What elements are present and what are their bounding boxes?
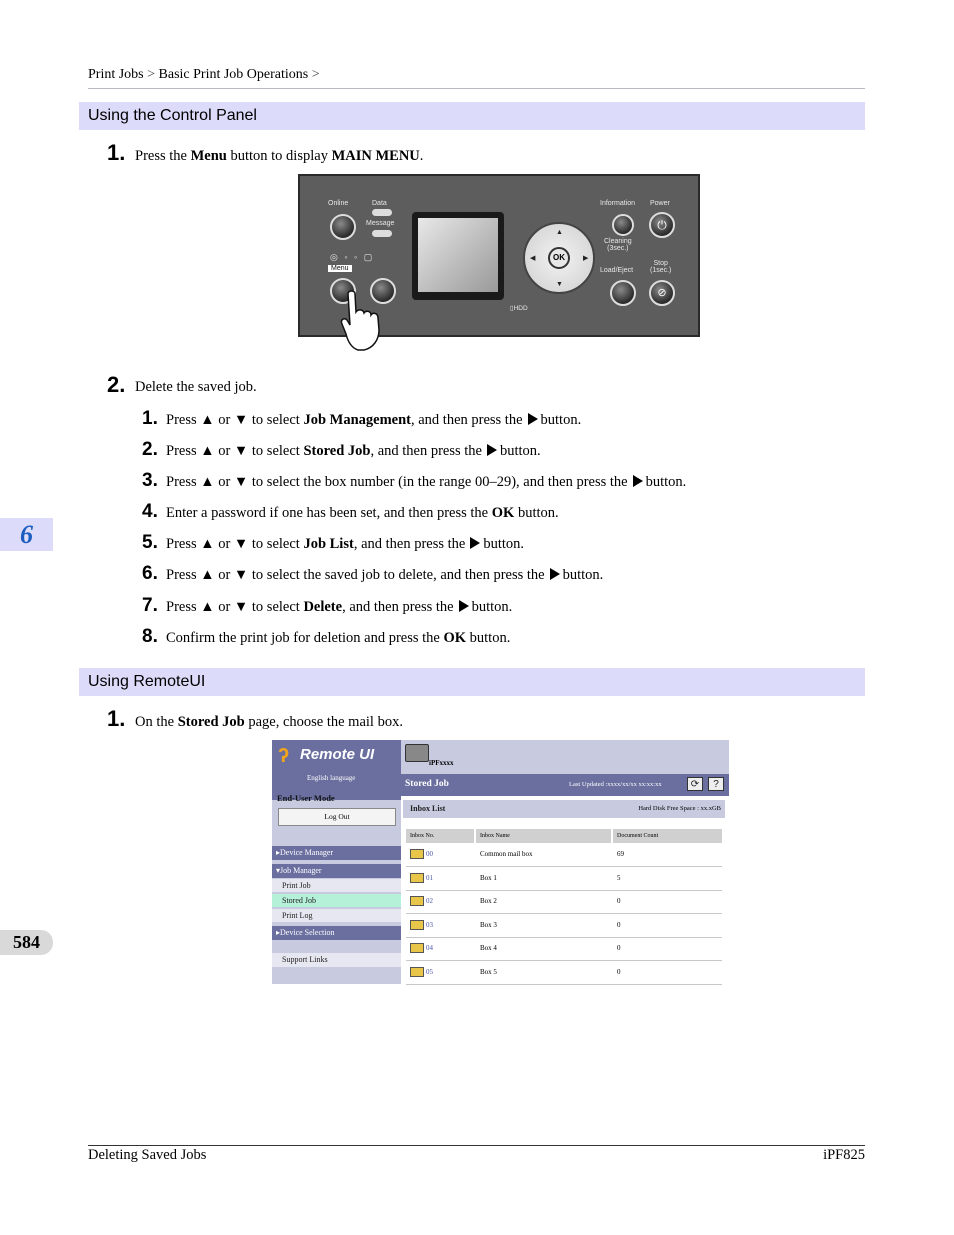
help-icon[interactable]: ? (708, 777, 724, 791)
nav-print-job[interactable]: Print Job (272, 879, 401, 893)
inbox-no-cell[interactable] (406, 890, 474, 913)
right-arrow-icon (487, 444, 497, 456)
power-icon: ⏻ (649, 212, 675, 238)
step-text-part: button to display (226, 148, 332, 164)
breadcrumb-separator: > (311, 67, 320, 82)
nav-print-log[interactable]: Print Log (272, 909, 401, 923)
left-arrow-icon: ◀ (530, 254, 536, 262)
right-arrow-icon (459, 600, 469, 612)
message-lamp (372, 230, 392, 237)
load-eject-label: Load/Eject (600, 267, 634, 274)
navigation-pad (523, 222, 595, 294)
right-arrow-icon (528, 413, 538, 425)
section-heading-control-panel: Using the Control Panel (79, 102, 865, 130)
substep-number: 8. (142, 626, 158, 647)
table-row[interactable] (272, 843, 729, 866)
nav-device-manager-label: Device Manager (280, 848, 334, 857)
refresh-icon[interactable]: ⟳ (687, 777, 703, 791)
right-arrow-icon: ▶ (583, 254, 589, 262)
inbox-list-header (403, 800, 725, 818)
substep-text-part: OK (443, 630, 467, 646)
online-button (330, 214, 356, 240)
footer-rule (88, 1145, 865, 1146)
substep-number: 4. (142, 501, 158, 522)
substep-text (166, 443, 541, 460)
power-label: Power (650, 200, 670, 207)
cleaning-time: (3sec.) (607, 245, 629, 252)
substep-text-part: Delete (303, 599, 343, 615)
inbox-name-cell: Box 4 (480, 944, 497, 952)
substep-text-part: button. (514, 505, 559, 521)
stop-icon: ⊘ (649, 280, 675, 306)
inbox-name-cell: Box 2 (480, 897, 497, 905)
stop-label (650, 260, 671, 274)
data-lamp (372, 209, 392, 216)
log-out-button[interactable]: Log Out (278, 808, 396, 826)
ok-button: OK (548, 247, 570, 269)
substep-text (166, 536, 524, 553)
document-count-cell: 0 (617, 897, 621, 905)
right-arrow-icon (550, 568, 560, 580)
substep-text-part: Press ▲ or ▼ to select the saved job to delete, and then press the (166, 567, 545, 583)
substep-text-part: OK (491, 505, 515, 521)
substep-text (166, 412, 581, 429)
substep-text-part: button. (645, 474, 687, 490)
footer-section-title: Deleting Saved Jobs (88, 1147, 207, 1163)
menu-keyword: Menu (190, 148, 227, 164)
data-label: Data (372, 200, 387, 207)
section-heading-remote-ui: Using RemoteUI (79, 668, 865, 696)
user-mode-label: End-User Mode (277, 793, 335, 803)
substep-text-part: Job List (303, 536, 354, 552)
display-screen (412, 212, 504, 300)
page-title-bar (401, 774, 729, 796)
stop-text: Stop (653, 260, 668, 267)
substep-text-part: Job Management (303, 412, 411, 428)
step-text-part: On the (135, 714, 178, 730)
printer-header (401, 740, 729, 774)
main-menu-keyword: MAIN MENU (331, 148, 420, 164)
inbox-name-cell: Common mail box (480, 850, 533, 858)
substep-text-part: button. (466, 630, 511, 646)
substep-text-part: , and then press the (370, 443, 482, 459)
cleaning-label (604, 238, 632, 252)
substep-number: 7. (142, 595, 158, 616)
hdd-label: ▯HDD (510, 305, 528, 312)
mailbox-icon (410, 849, 424, 859)
menu-label: Menu (328, 265, 352, 272)
breadcrumb-separator: > (147, 67, 156, 82)
inbox-no-link[interactable]: 05 (426, 967, 433, 976)
step-text-part: . (419, 148, 424, 164)
substep-text (166, 505, 559, 522)
column-header-inbox-no: Inbox No. (406, 829, 474, 843)
table-row[interactable] (272, 890, 729, 913)
substep-text-part: button. (540, 412, 582, 428)
step-number: 1. (107, 706, 126, 731)
remote-ui-screenshot (272, 740, 729, 984)
remote-ui-logo-icon: ʔ (278, 745, 290, 767)
online-label: Online (328, 200, 349, 207)
substep-text-part: , and then press the (410, 412, 523, 428)
message-label: Message (366, 220, 395, 227)
table-row[interactable] (272, 961, 729, 984)
substep-text-part: Press ▲ or ▼ to select (166, 412, 304, 428)
table-row[interactable] (272, 937, 729, 960)
nav-stored-job[interactable]: Stored Job (272, 894, 401, 908)
information-button (612, 214, 634, 236)
step-text: Delete the saved job. (135, 379, 257, 395)
nav-support-links[interactable]: Support Links (272, 953, 401, 968)
substep-number: 6. (142, 563, 158, 584)
printer-icon (405, 744, 429, 762)
step-text-part: Press the (135, 148, 191, 164)
inbox-no-cell[interactable] (406, 961, 474, 984)
up-arrow-icon: ▲ (556, 228, 563, 236)
stop-time: (1sec.) (650, 267, 672, 274)
nav-device-manager[interactable]: ▸Device Manager (272, 846, 401, 860)
substep-number: 1. (142, 408, 158, 429)
page-number: 584 (0, 930, 53, 955)
breadcrumb-link-basic-operations[interactable]: Basic Print Job Operations (158, 67, 309, 82)
table-row[interactable] (272, 914, 729, 937)
column-header-inbox-name: Inbox Name (476, 829, 611, 843)
substep-text-part: Press ▲ or ▼ to select (166, 443, 304, 459)
nav-device-selection[interactable]: ▸Device Selection (272, 926, 401, 940)
chapter-tab[interactable]: 6 (0, 518, 53, 551)
step-text (135, 148, 423, 165)
inbox-no-link[interactable]: 02 (426, 897, 433, 905)
last-updated: Last Updated :xxxx/xx/xx xx:xx:xx (569, 781, 662, 788)
substep-text (166, 474, 686, 491)
page-title: Stored Job (405, 779, 449, 789)
inbox-name-cell: Box 3 (480, 920, 497, 929)
row-divider (406, 984, 722, 985)
inbox-no-cell[interactable] (406, 867, 474, 890)
nav-job-manager[interactable]: ▾Job Manager (272, 864, 401, 878)
substep-text-part: Press ▲ or ▼ to select the box number (in the range 00–29), and then press the (166, 474, 628, 490)
column-header-document-count: Document Count (613, 829, 722, 843)
substep-number: 2. (142, 439, 158, 460)
substep-text-part: button. (471, 599, 513, 615)
substep-text-part: Press ▲ or ▼ to select (166, 599, 304, 615)
information-label: Information (600, 200, 636, 207)
substep-text-part: , and then press the (353, 536, 466, 552)
breadcrumb (88, 67, 320, 83)
substep-text (166, 599, 512, 616)
inbox-list-title: Inbox List (410, 804, 446, 813)
media-icons: ◎ ◦ ◦ ▢ (330, 252, 375, 262)
step-text-part: page, choose the mail box. (244, 714, 403, 730)
remote-ui-logo: Remote UI (300, 746, 375, 763)
header-rule (88, 88, 865, 89)
mailbox-icon (410, 896, 424, 906)
language-link[interactable]: English language (307, 774, 356, 782)
substep-text-part: Confirm the print job for deletion and press the (166, 630, 444, 646)
inbox-no-link[interactable]: 03 (426, 920, 433, 929)
mailbox-icon (410, 943, 424, 953)
display-screen-glass (418, 218, 498, 292)
stored-job-keyword: Stored Job (177, 714, 245, 730)
substep-number: 5. (142, 532, 158, 553)
inbox-no-link[interactable]: 04 (426, 944, 433, 952)
printer-name: iPFxxxx (429, 759, 454, 767)
down-arrow-icon: ▼ (556, 280, 563, 288)
step-text (135, 714, 403, 731)
substep-text-part: Press ▲ or ▼ to select (166, 536, 304, 552)
mailbox-icon (410, 920, 424, 930)
mailbox-icon (410, 873, 424, 883)
footer-model: iPF825 (823, 1147, 865, 1163)
load-eject-button (610, 280, 636, 306)
inbox-name-cell: Box 1 (480, 873, 497, 882)
nav-device-selection-label: Device Selection (280, 928, 335, 937)
hdd-text: HDD (513, 305, 528, 312)
inbox-no-link[interactable]: 00 (426, 850, 433, 858)
document-count-cell: 69 (617, 850, 624, 858)
document-count-cell: 0 (617, 967, 621, 976)
document-count-cell: 0 (617, 920, 621, 929)
step-number: 2. (107, 372, 126, 397)
substep-text-part: button. (483, 536, 525, 552)
substep-number: 3. (142, 470, 158, 491)
step-number: 1. (107, 140, 126, 165)
breadcrumb-link-print-jobs[interactable]: Print Jobs (88, 67, 144, 82)
inbox-no-cell[interactable] (406, 843, 474, 866)
substep-text-part: Stored Job (303, 443, 371, 459)
substep-text (166, 630, 510, 647)
substep-text-part: , and then press the (342, 599, 454, 615)
nav-job-manager-label: Job Manager (280, 866, 322, 875)
pointing-hand-icon (338, 290, 390, 352)
substep-text-part: Enter a password if one has been set, and then press the (166, 505, 492, 521)
substep-text (166, 567, 603, 584)
substep-text-part: button. (500, 443, 541, 459)
right-arrow-icon (633, 475, 643, 487)
inbox-name-cell: Box 5 (480, 967, 497, 976)
table-row[interactable] (272, 867, 729, 890)
cleaning-text: Cleaning (604, 238, 632, 245)
disk-free-space: Hard Disk Free Space : xx.xGB (638, 805, 721, 812)
inbox-no-link[interactable]: 01 (426, 873, 433, 882)
substep-text-part: button. (562, 567, 604, 583)
right-arrow-icon (470, 537, 480, 549)
inbox-no-cell[interactable] (406, 914, 474, 937)
mailbox-icon (410, 967, 424, 977)
document-count-cell: 0 (617, 944, 621, 952)
inbox-no-cell[interactable] (406, 937, 474, 960)
document-count-cell: 5 (617, 873, 621, 882)
remote-ui-logo-area (272, 740, 401, 800)
